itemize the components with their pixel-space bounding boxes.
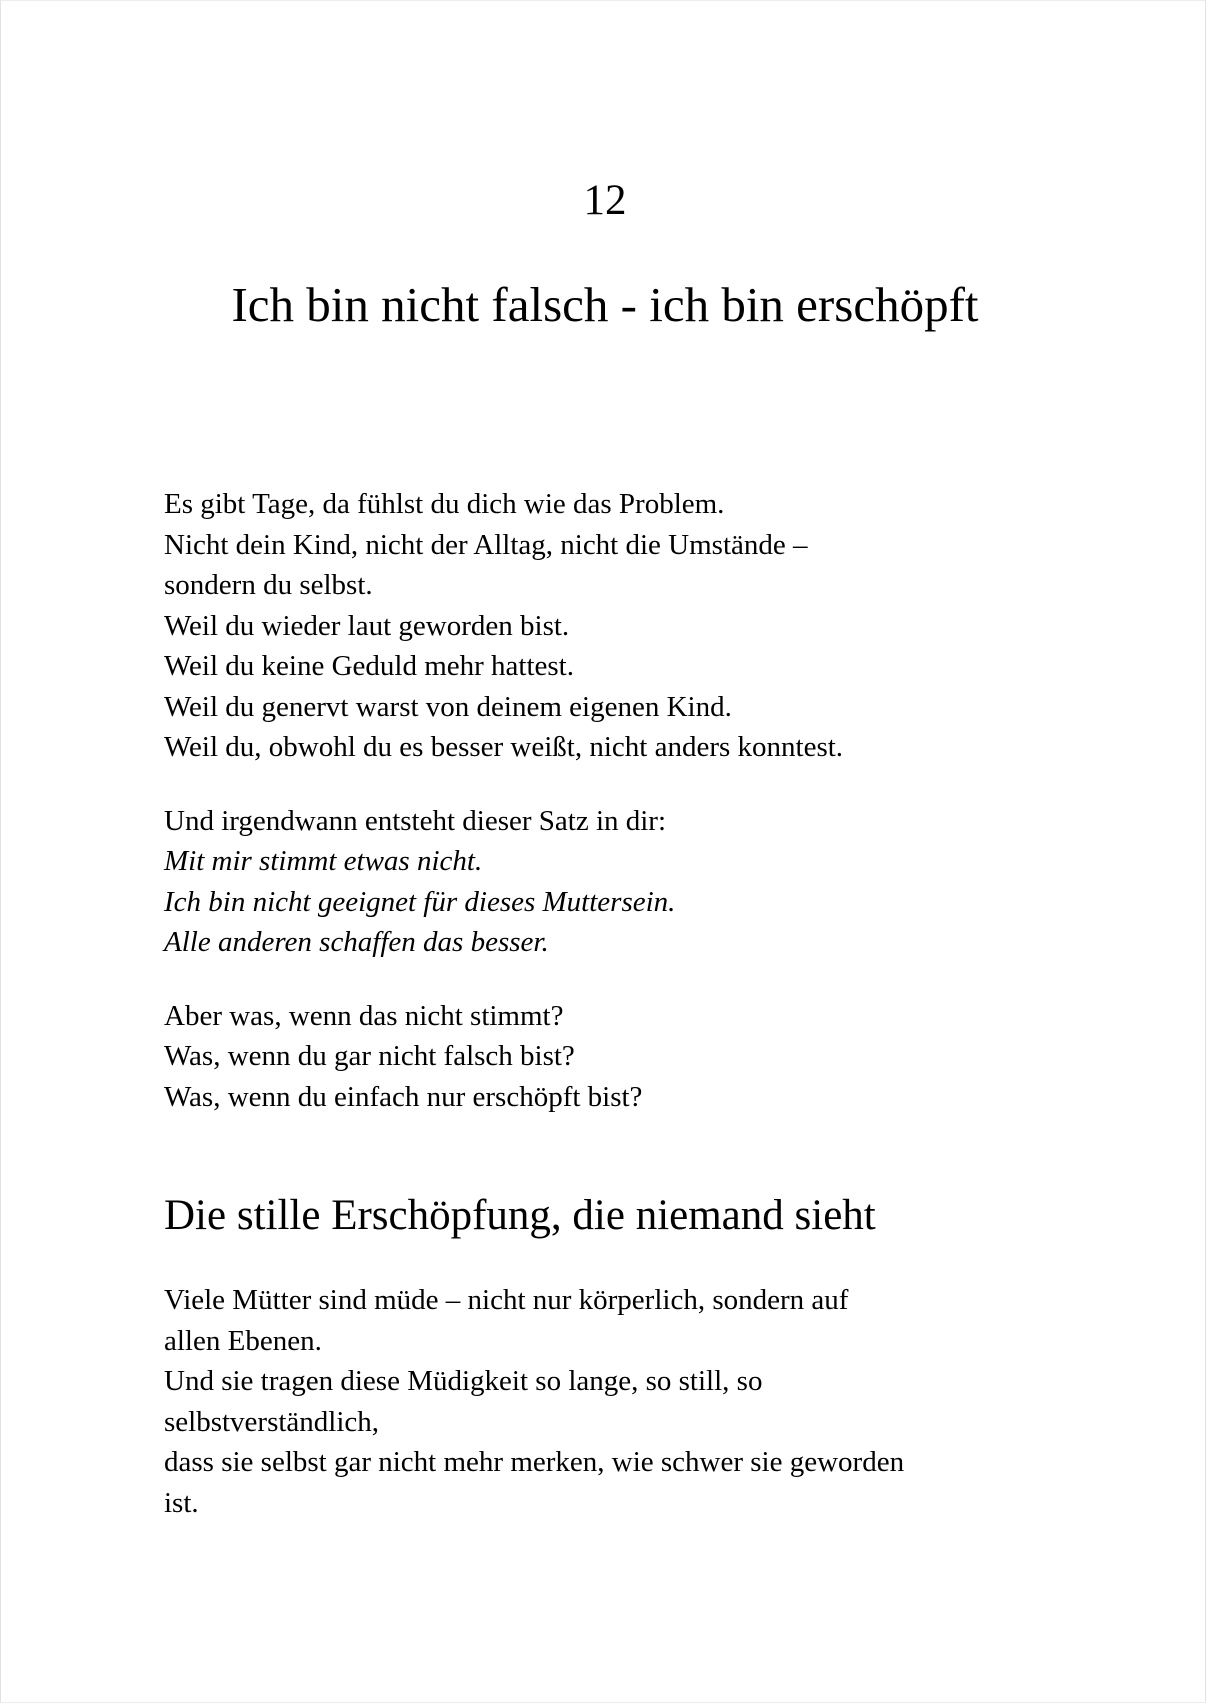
text-line: Und sie tragen diese Müdigkeit so lange, so still, so	[164, 1365, 763, 1397]
italic-text-line: Ich bin nicht geeignet für dieses Muttersein.	[164, 885, 676, 918]
text-line: Aber was, wenn das nicht stimmt?	[164, 999, 564, 1032]
text-line: Viele Mütter sind müde – nicht nur körperlich, sondern auf	[164, 1284, 849, 1316]
text-line: Weil du genervt warst von deinem eigenen Kind.	[164, 690, 732, 723]
text-line: Nicht dein Kind, nicht der Alltag, nicht die Umstände –	[164, 528, 808, 561]
paragraph-3	[164, 996, 1064, 1118]
text-line: Weil du wieder laut geworden bist.	[164, 609, 570, 642]
section-heading: Die stille Erschöpfung, die niemand sieht	[164, 1192, 876, 1239]
paragraph-gap	[164, 963, 1064, 996]
paragraph-1	[164, 484, 1064, 768]
text-line: sondern du selbst.	[164, 569, 373, 601]
section-gap	[164, 1117, 1064, 1190]
text-line: Weil du, obwohl du es besser weißt, nicht anders konntest.	[164, 731, 844, 763]
text-line: dass sie selbst gar nicht mehr merken, wie schwer sie geworden	[164, 1446, 905, 1478]
text-line: Weil du keine Geduld mehr hattest.	[164, 650, 574, 682]
text-line: Und irgendwann entsteht dieser Satz in dir:	[164, 804, 667, 837]
chapter-number: 12	[583, 177, 627, 224]
text-line: Was, wenn du einfach nur erschöpft bist?	[164, 1080, 643, 1113]
text-line: selbstverständlich,	[164, 1405, 380, 1438]
text-line: Was, wenn du gar nicht falsch bist?	[164, 1040, 575, 1072]
section-paragraph	[164, 1280, 1064, 1523]
text-line: ist.	[164, 1486, 199, 1519]
text-line: Es gibt Tage, da fühlst du dich wie das Problem.	[164, 488, 725, 520]
paragraph-gap	[164, 768, 1064, 801]
chapter-body	[164, 484, 1064, 1523]
chapter-title: Ich bin nicht falsch - ich bin erschöpft	[231, 277, 979, 332]
italic-text-line: Mit mir stimmt etwas nicht.	[164, 845, 483, 877]
heading-gap	[164, 1242, 1064, 1280]
paragraph-2	[164, 801, 1064, 963]
text-line: allen Ebenen.	[164, 1324, 322, 1357]
italic-text-line: Alle anderen schaffen das besser.	[164, 926, 549, 958]
